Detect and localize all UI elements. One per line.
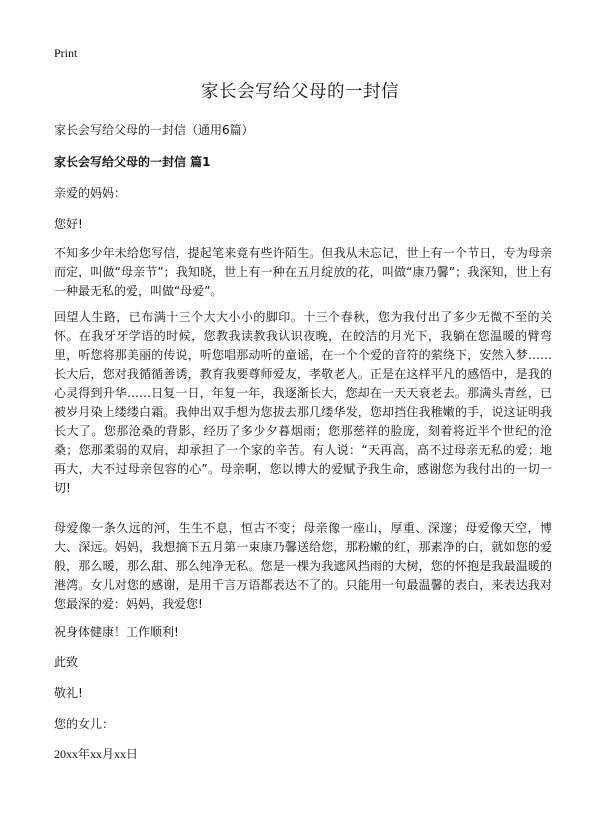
date-year: 20xx xyxy=(54,747,78,761)
print-link[interactable]: Print xyxy=(54,46,78,60)
date-day-unit: 日 xyxy=(126,747,139,761)
section-heading: 家长会写给父母的一封信 篇1 xyxy=(54,155,211,169)
letter-signature: 您的女儿： xyxy=(54,717,115,731)
letter-closing-2: 敬礼! xyxy=(54,686,83,700)
letter-paragraph-1: 不知多少年未给您写信，提起笔来竟有些许陌生。但我从未忘记，世上有一个节日，专为母亲而定，叫做“母亲节”；我知晓，世上有一种在五月绽放的花，叫做“康乃馨”；我深知，世上有一种最无私的爱，叫做“母爱”。 xyxy=(54,246,552,298)
letter-paragraph-3: 母爱像一条久远的河，生生不息，恒古不变；母亲像一座山，厚重、深邃；母爱像天空，博大、深远。妈妈，我想摘下五月第一束康乃馨送给您，那粉嫩的红，那素净的白，就如您的爱般，那么暖，那么甜、那么纯净无私。您是一棵为我遮风挡雨的大树，您的怀抱是我最温暖的港湾。女儿对您的感谢，是用千言万语都表达不了的。只能用一句最温馨的表白，来表达我对您最深的爱：妈妈，我爱您! xyxy=(54,521,552,611)
letter-closing-1: 此致 xyxy=(54,655,79,669)
document-subtitle: 家长会写给父母的一封信（通用6篇） xyxy=(54,123,254,137)
date-day: xx xyxy=(114,747,127,761)
letter-wish: 祝身体健康！工作顺利! xyxy=(54,625,179,639)
letter-salutation: 亲爱的妈妈： xyxy=(54,186,127,200)
letter-paragraph-2: 回望人生路，已布满十三个大大小小的脚印。十三个春秋，您为我付出了多少无微不至的关怀。在我牙牙学语的时候，您教我读教我认识夜晚，在皎洁的月光下，我躺在您温暖的臂弯里，听您将那美丽的传说，听您唱那动听的童谣，在一个个爱的音符的萦绕下，安然入梦……长大后，您对我循循善诱，教育我要尊师爱友，孝敬老人。正是在这样平凡的感悟中，是我的心灵得到升华……日复一日，年复一年，我逐渐长大，您却在一天天衰老去。那满头青丝，已被岁月染上缕缕白霜。我伸出双手想为您拔去那几缕华发，您却挡住我稚嫩的手，说这证明我长大了。您那沧桑的背影，经历了多少夕暮烟雨；您那慈祥的脸庞，刻着将近半个世纪的沧桑；您那柔弱的双肩，却承担了一个家的辛苦。有人说：“天再高，高不过母亲无私的爱；地再大，大不过母亲包容的心”。母亲啊，您以博大的爱赋予我生命，感谢您为我付出的一切一切! xyxy=(54,310,552,495)
letter-date xyxy=(54,745,552,764)
date-year-unit: 年 xyxy=(78,747,91,761)
date-month-unit: 月 xyxy=(102,747,115,761)
date-month: xx xyxy=(90,747,103,761)
document-title: 家长会写给父母的一封信 xyxy=(201,82,399,102)
letter-greeting: 您好! xyxy=(54,217,83,231)
